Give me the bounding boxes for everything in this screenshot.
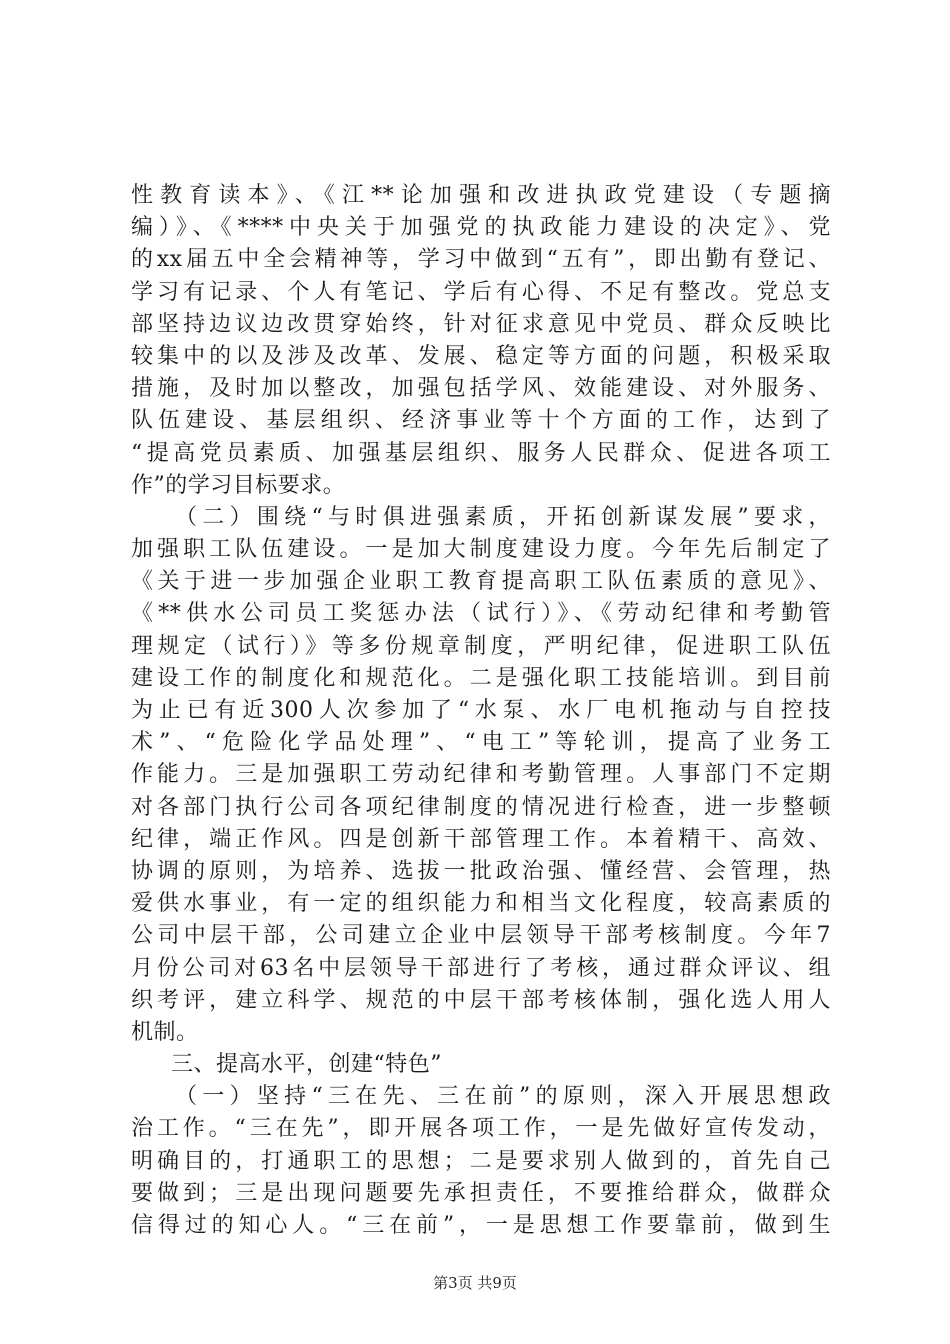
paragraph-heading-line: （一）坚持“三在先、三在前”的原则，深入开展思想政 bbox=[175, 1084, 831, 1110]
document-body bbox=[131, 180, 831, 1242]
text-line: 公司中层干部，公司建立企业中层领导干部考核制度。今年7 bbox=[131, 923, 831, 949]
text-line: 部坚持边议边改贯穿始终，针对征求意见中党员、群众反映比 bbox=[131, 311, 831, 337]
text-line: 信得过的知心人。“三在前”，一是思想工作要靠前，做到生 bbox=[131, 1213, 831, 1238]
text-line: 编）》、《****中央关于加强党的执政能力建设的决定》、党 bbox=[131, 215, 831, 241]
text-line: 治工作。“三在先”，即开展各项工作，一是先做好宣传发动， bbox=[131, 1116, 831, 1142]
text-line: 机制。 bbox=[131, 1019, 199, 1045]
text-line: 明确目的，打通职工的思想；二是要求别人做到的，首先自己 bbox=[131, 1148, 831, 1174]
text-line: 较集中的以及涉及改革、发展、稳定等方面的问题，积极采取 bbox=[131, 343, 831, 369]
text-line: 爱供水事业，有一定的组织能力和相当文化程度，较高素质的 bbox=[131, 891, 831, 917]
text-line: 要做到；三是出现问题要先承担责任，不要推给群众，做群众 bbox=[131, 1180, 831, 1206]
text-line: 建设工作的制度化和规范化。二是强化职工技能培训。到目前 bbox=[131, 665, 831, 691]
text-line: 纪律，端正作风。四是创新干部管理工作。本着精干、高效、 bbox=[131, 826, 831, 852]
text-line: 理规定（试行）》等多份规章制度，严明纪律，促进职工队伍 bbox=[131, 633, 831, 659]
text-line: 性教育读本》、《江**论加强和改进执政党建设（专题摘 bbox=[131, 183, 831, 208]
text-line: 术”、“危险化学品处理”、“电工”等轮训，提高了业务工 bbox=[131, 730, 831, 756]
text-line: 《关于进一步加强企业职工教育提高职工队伍素质的意见》、 bbox=[131, 569, 831, 595]
section-heading: 三、提高水平，创建“特色” bbox=[171, 1052, 442, 1078]
text-line: 月份公司对63名中层领导干部进行了考核，通过群众评议、组 bbox=[131, 955, 831, 981]
text-line: 作能力。三是加强职工劳动纪律和考勤管理。人事部门不定期 bbox=[131, 762, 831, 788]
text-line: “提高党员素质、加强基层组织、服务人民群众、促进各项工 bbox=[131, 440, 831, 466]
text-line: 作”的学习目标要求。 bbox=[131, 472, 346, 498]
text-line: 为止已有近300人次参加了“水泵、水厂电机拖动与自控技 bbox=[131, 698, 831, 723]
text-line: 加强职工队伍建设。一是加大制度建设力度。今年先后制定了 bbox=[131, 537, 831, 563]
text-line: 队伍建设、基层组织、经济事业等十个方面的工作，达到了 bbox=[131, 408, 831, 434]
text-line: 对各部门执行公司各项纪律制度的情况进行检查，进一步整顿 bbox=[131, 794, 831, 820]
text-line: 协调的原则，为培养、选拔一批政治强、懂经营、会管理，热 bbox=[131, 858, 831, 884]
paragraph-heading-line: （二）围绕“与时俱进强素质，开拓创新谋发展”要求， bbox=[175, 504, 831, 530]
text-line: 措施，及时加以整改，加强包括学风、效能建设、对外服务、 bbox=[131, 376, 831, 402]
text-line: 《**供水公司员工奖惩办法（试行）》、《劳动纪律和考勤管 bbox=[131, 601, 831, 627]
text-line: 学习有记录、个人有笔记、学后有心得、不足有整改。党总支 bbox=[131, 279, 831, 305]
text-line: 织考评，建立科学、规范的中层干部考核体制，强化选人用人 bbox=[131, 987, 831, 1013]
text-line: 的xx届五中全会精神等，学习中做到“五有”，即出勤有登记、 bbox=[131, 247, 831, 273]
page-number-footer: 第3页 共9页 bbox=[433, 1274, 517, 1292]
